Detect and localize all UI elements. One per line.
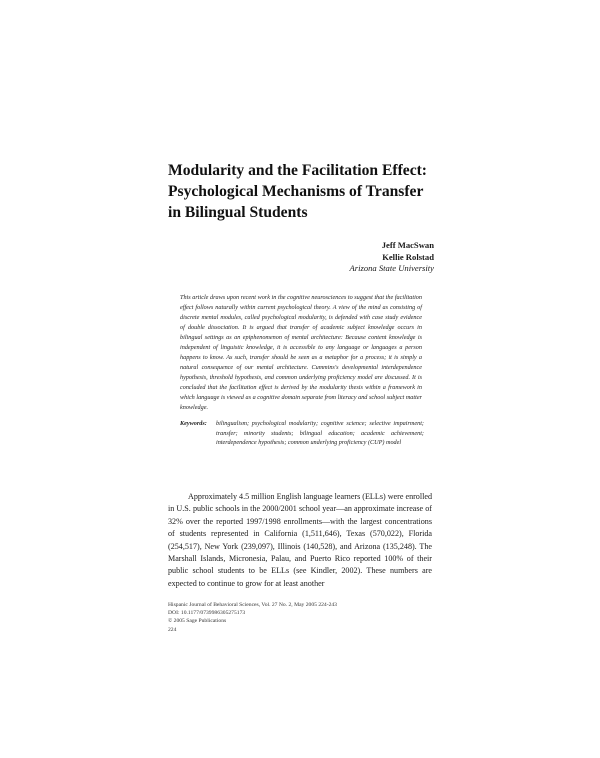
journal-footer — [168, 601, 438, 634]
article-title — [168, 160, 458, 223]
author-affiliation: Arizona State University — [349, 263, 434, 274]
body-paragraph: Approximately 4.5 million English language learners (ELLs) were enrolled in U.S. public schools in the 2000/2001 school year—an approximate increase of 32% over the reported 1997/1998 enrollments—with the largest concentrations of students represented in California (1,511,646), Texas (570,022), Florida (254,517), New York (239,097), Illinois (140,528), and Arizona (135,248). The Marshall Islands, Micronesia, Palau, and Puerto Rico reported 100% of their public school students to be ELLs (see Kindler, 2002). These numbers are expected to continue to grow for at least another — [168, 492, 432, 588]
title-line-2: Psychological Mechanisms of Transfer — [168, 183, 424, 200]
title-line-3: in Bilingual Students — [168, 204, 308, 221]
doi: DOI: 10.1177/0739986305275173 — [168, 610, 246, 617]
author-block — [350, 240, 435, 275]
keywords-label: Keywords: — [180, 420, 207, 427]
keywords-block — [180, 419, 424, 448]
keywords-text: bilingualism; psychological modularity; cognitive science; selective impairment; transfer; minority students; bilingual education; academic achievement; interdependence hypothesis; common underlying proficiency (CUP) model — [216, 420, 424, 447]
author-name-1: Jeff MacSwan — [381, 240, 434, 250]
author-name-2: Kellie Rolstad — [382, 251, 434, 262]
abstract: This article draws upon recent work in the cognitive neurosciences to suggest that the facilitation effect follows naturally within current psychological theory. A view of the mind as consisting of discrete mental modules, called psychological modularity, is defended with case study evidence of double dissociation. It is argued that transfer of academic subject knowledge occurs in bilingual settings as an epiphenomenon of mental architecture: Because content knowledge is independent of linguistic knowledge, it is accessible to any language or languages a person happens to know. As such, transfer should be seen as a metaphor for a process; it is simply a natural consequence of our mental architecture. Cummins's developmental interdependence hypothesis, threshold hypothesis, and common underlying proficiency model are discussed. It is concluded that the facilitation effect is derived by the modularity thesis within a framework in which language is viewed as a cognitive domain separate from literacy and school subject matter knowledge. — [180, 294, 422, 411]
body-text — [168, 491, 432, 590]
copyright: © 2005 Sage Publications — [168, 618, 227, 625]
title-line-1: Modularity and the Facilitation Effect: — [168, 162, 427, 179]
page-number: 224 — [168, 626, 177, 633]
journal-citation: Hispanic Journal of Behavioral Sciences, Vol. 27 No. 2, May 2005 224-243 — [168, 602, 337, 608]
